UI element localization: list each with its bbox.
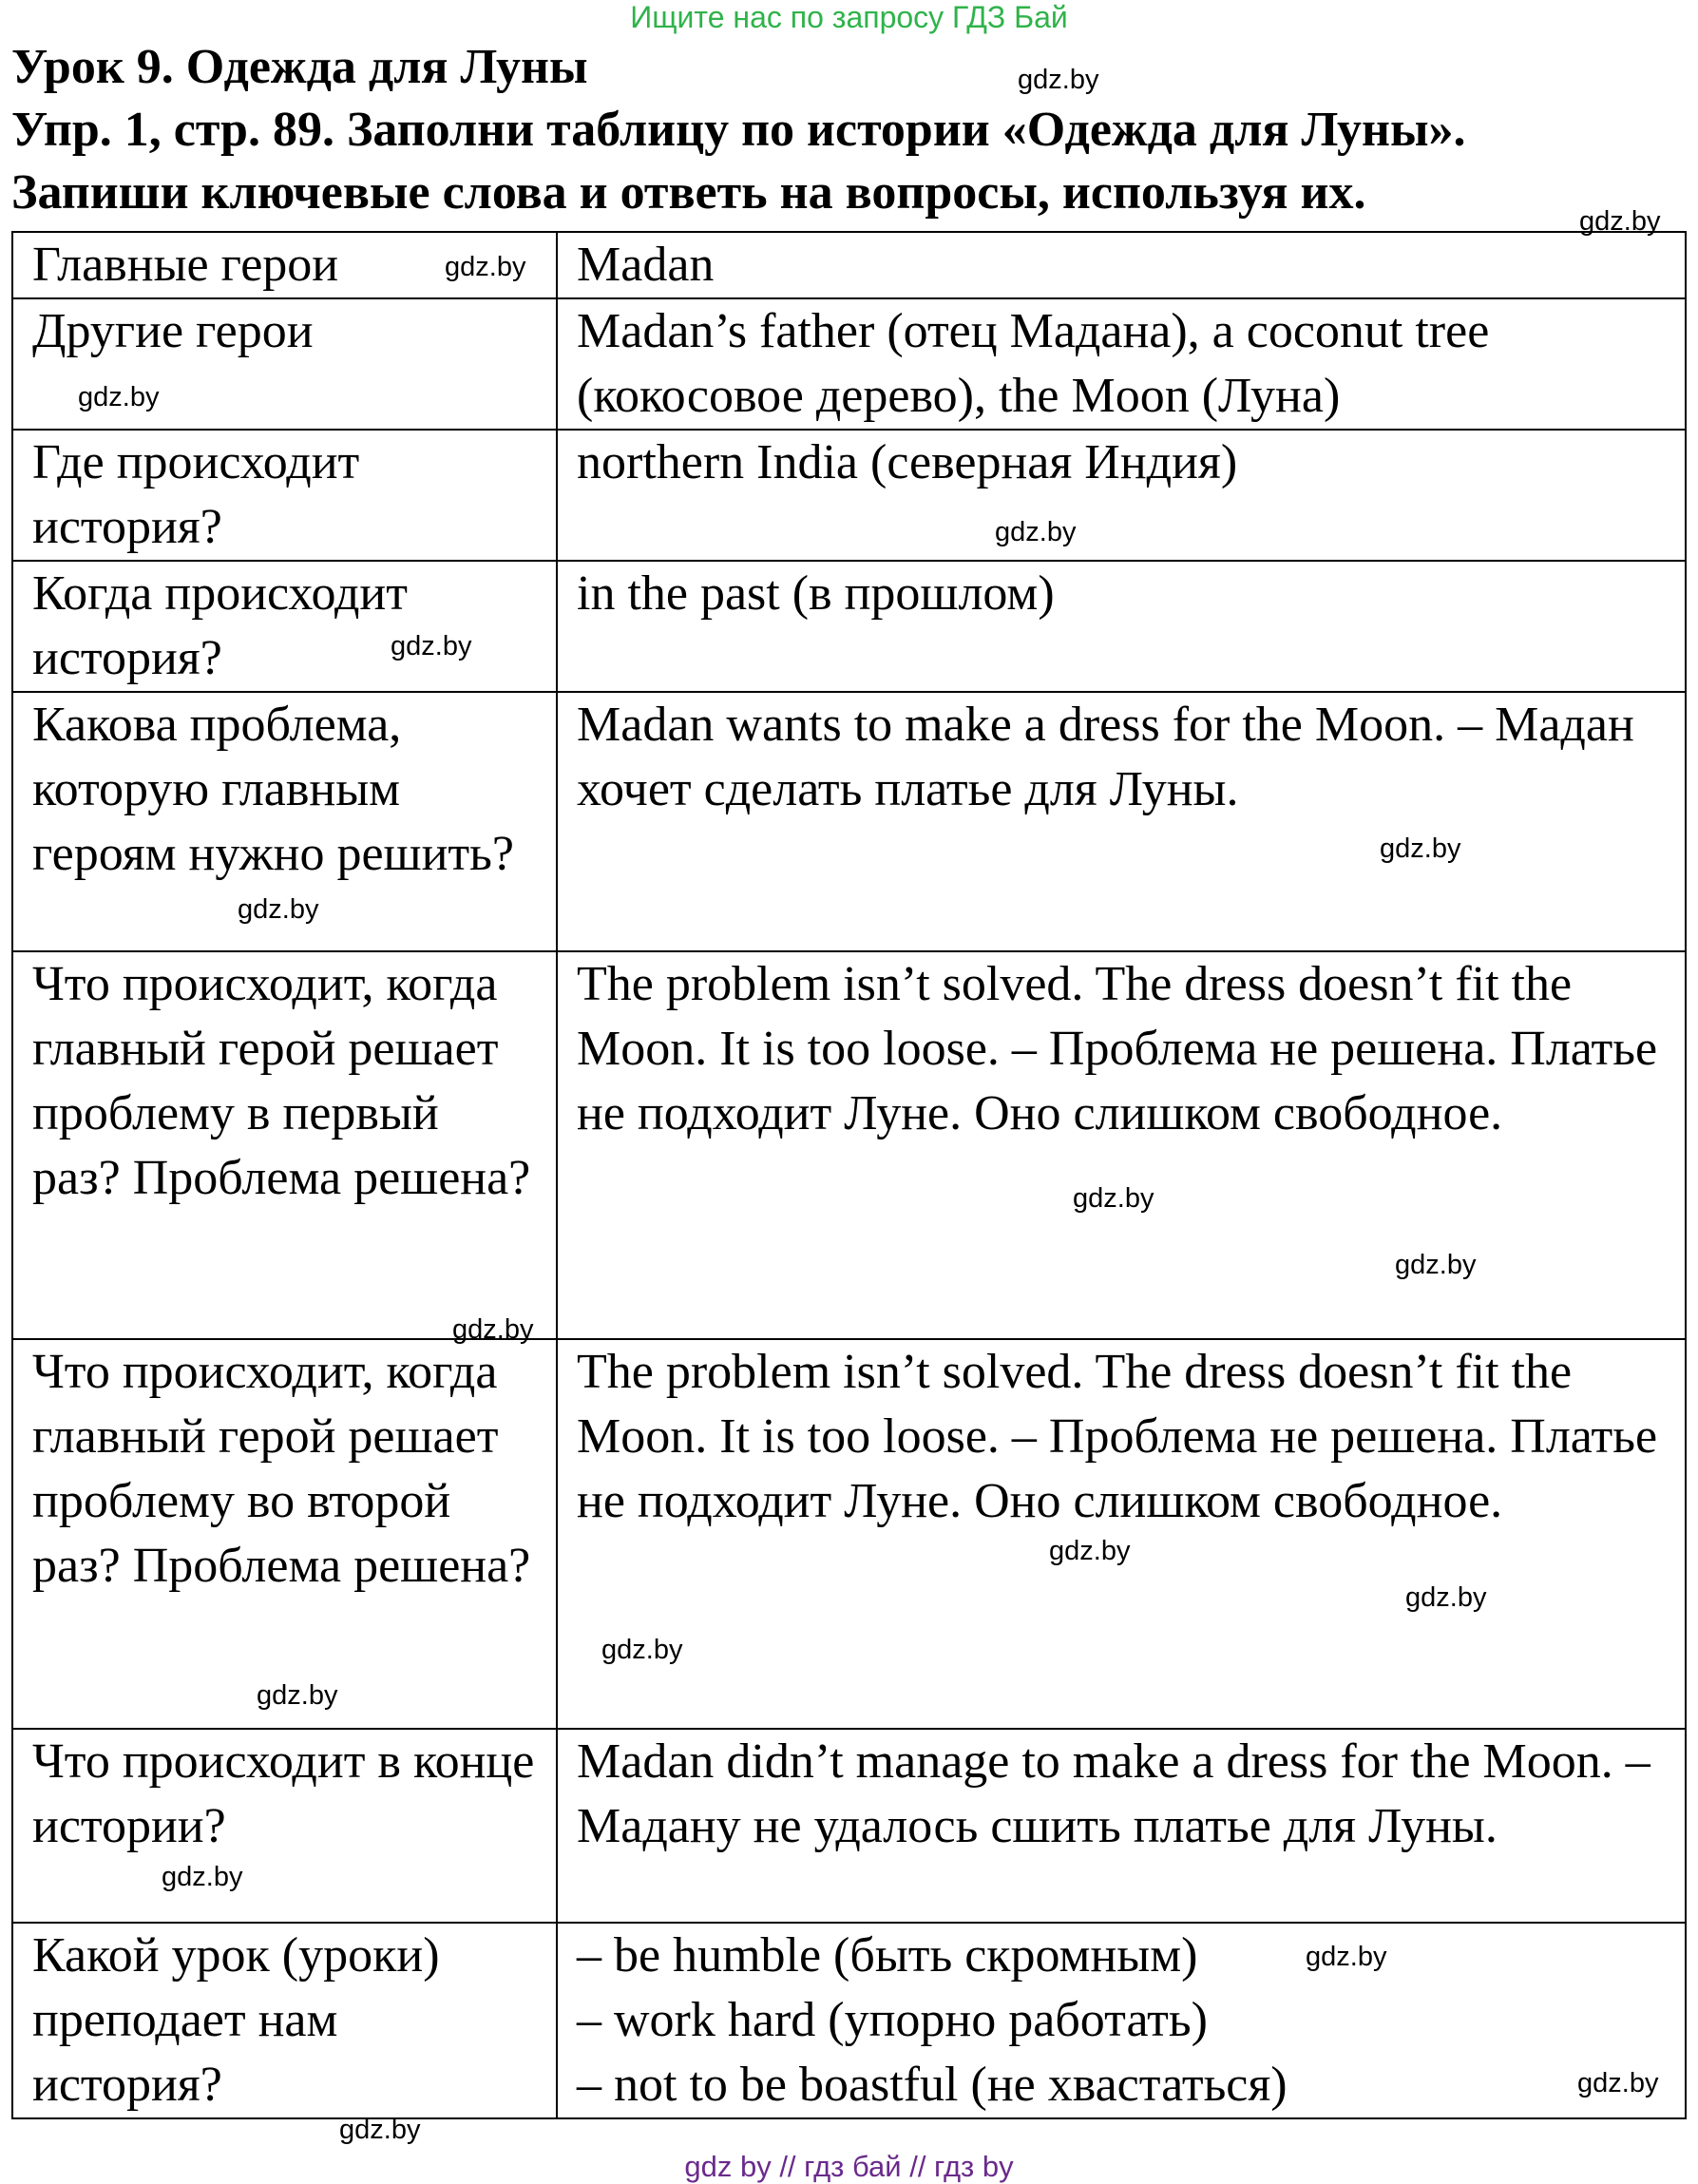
question-cell: Что происходит в конце истории?	[12, 1729, 557, 1923]
footer-links: gdz by // гдз бай // гдз by	[684, 2150, 1014, 2183]
question-cell: Какой урок (уроки) преподает нам история?	[12, 1923, 557, 2118]
watermark: gdz.by	[238, 894, 319, 925]
answer-cell: The problem isn’t solved. The dress doesn’t fit the Moon. It is too loose. – Проблема не решена. Платье не подходит Луне. Оно слишком свободное.	[557, 951, 1686, 1339]
lesson-item: – not to be boastful (не хвастаться)	[577, 2058, 1288, 2112]
question-cell: Какова проблема, которую главным героям нужно решить?	[12, 692, 557, 951]
question-cell: Где происходит история?	[12, 430, 557, 561]
watermark: gdz.by	[1049, 1536, 1131, 1566]
exercise-instruction-line-1: Упр. 1, стр. 89. Заполни таблицу по истории «Одежда для Луны».	[11, 103, 1466, 157]
watermark: gdz.by	[1405, 1582, 1487, 1613]
answer-cell: Madan	[557, 232, 1686, 298]
question-cell: Главные герои	[12, 232, 557, 298]
answer-cell: northern India (северная Индия)	[557, 430, 1686, 561]
table-row	[12, 430, 1686, 561]
table-row	[12, 1339, 1686, 1729]
watermark: gdz.by	[1018, 65, 1099, 95]
exercise-instruction-line-2: Запиши ключевые слова и ответь на вопросы, используя их.	[11, 165, 1366, 220]
table-row	[12, 298, 1686, 430]
watermark: gdz.by	[391, 631, 472, 661]
table-row	[12, 232, 1686, 298]
question-cell: Что происходит, когда главный герой решает проблему во второй раз? Проблема решена?	[12, 1339, 557, 1729]
answer-cell: Madan didn’t manage to make a dress for the Moon. – Мадану не удалось сшить платье для Луны.	[557, 1729, 1686, 1923]
answer-cell: Madan wants to make a dress for the Moon. – Мадан хочет сделать платье для Луны.	[557, 692, 1686, 951]
lesson-title: Урок 9. Одежда для Луны	[11, 40, 588, 94]
watermark: gdz.by	[1073, 1183, 1154, 1214]
watermark: gdz.by	[1380, 833, 1461, 864]
story-table	[11, 231, 1687, 2119]
table-row	[12, 1729, 1686, 1923]
watermark: gdz.by	[257, 1680, 338, 1711]
answer-cell: in the past (в прошлом)	[557, 561, 1686, 692]
watermark: gdz.by	[452, 1314, 534, 1345]
table-row	[12, 1923, 1686, 2118]
answer-cell: The problem isn’t solved. The dress doesn’t fit the Moon. It is too loose. – Проблема не решена. Платье не подходит Луне. Оно слишком свободное.	[557, 1339, 1686, 1729]
question-cell: Что происходит, когда главный герой решает проблему в первый раз? Проблема решена?	[12, 951, 557, 1339]
watermark: gdz.by	[1579, 206, 1661, 237]
watermark: gdz.by	[1306, 1942, 1387, 1972]
watermark: gdz.by	[162, 1862, 243, 1892]
question-cell: Другие герои	[12, 298, 557, 430]
watermark: gdz.by	[601, 1635, 683, 1665]
lesson-item: – work hard (упорно работать)	[577, 1993, 1208, 2047]
watermark: gdz.by	[1395, 1250, 1477, 1280]
table-row	[12, 561, 1686, 692]
lesson-item: – be humble (быть скромным)	[577, 1928, 1198, 1983]
answer-cell: Madan’s father (отец Мадана), a coconut tree (кокосовое дерево), the Moon (Луна)	[557, 298, 1686, 430]
watermark: gdz.by	[78, 382, 160, 412]
answer-cell	[557, 1923, 1686, 2118]
top-search-hint: Ищите нас по запросу ГДЗ Бай	[630, 0, 1068, 34]
watermark: gdz.by	[445, 252, 526, 282]
question-cell: Когда происходит история?	[12, 561, 557, 692]
watermark: gdz.by	[1577, 2068, 1659, 2098]
watermark: gdz.by	[339, 2115, 421, 2145]
watermark: gdz.by	[995, 517, 1077, 547]
